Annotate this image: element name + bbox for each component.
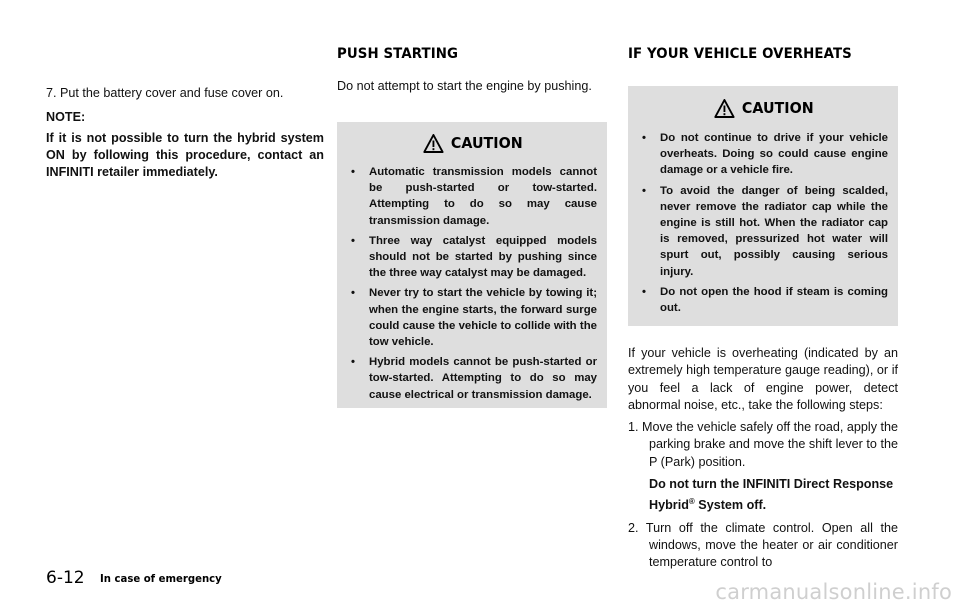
caution-item: • To avoid the danger of being scalded, never remove the radiator cap while the engine is still hot. When the radiator cap is removed, pressurized hot water will spurt out, possibly causing serious injury. bbox=[642, 184, 888, 278]
bullet-icon: • bbox=[642, 184, 646, 197]
bullet-icon: • bbox=[642, 132, 646, 144]
caution-item: • Three way catalyst equipped models should not be started by pushing since the three way catalyst may be damaged. bbox=[351, 234, 597, 280]
caution-heading bbox=[359, 122, 587, 164]
caution-item: • Hybrid models cannot be push-started or tow-started. Attempting to do so may cause electrical or transmission damage. bbox=[351, 356, 597, 401]
bullet-icon: • bbox=[351, 166, 355, 178]
caution-item: • Do not open the hood if steam is coming out. bbox=[642, 285, 888, 315]
overheats-caution-box bbox=[628, 86, 898, 326]
note-text: If it is not possible to turn the hybrid system ON by following this procedure, contact an INFINITI retailer immediately. bbox=[46, 130, 324, 180]
warning-icon bbox=[714, 99, 734, 118]
bullet-icon: • bbox=[351, 287, 355, 300]
bullet-icon: • bbox=[351, 234, 355, 247]
push-starting-heading: PUSH STARTING bbox=[337, 46, 459, 62]
page-number: 6-12 bbox=[46, 568, 85, 588]
note-label: NOTE: bbox=[46, 110, 86, 125]
caution-item: • Never try to start the vehicle by towing it; when the engine starts, the forward surge could cause the vehicle to collide with the tow vehicle. bbox=[351, 287, 597, 349]
step-1-note: Do not turn the INFINITI Direct Response Hybrid® System off. bbox=[649, 477, 894, 513]
bullet-icon: • bbox=[351, 356, 355, 369]
push-starting-caution-box bbox=[337, 122, 607, 408]
overheats-intro: If your vehicle is overheating (indicated by an extremely high temperature gauge reading), or if you feel a lack of engine power, detect abnormal noise, etc., take the following steps: bbox=[628, 346, 898, 412]
caution-label: CAUTION bbox=[741, 99, 814, 117]
watermark: carmanualsonline.info bbox=[715, 580, 952, 604]
section-title: In case of emergency bbox=[100, 572, 222, 585]
caution-item: • Do not continue to drive if your vehicle overheats. Doing so could cause engine damage or a vehicle fire. bbox=[642, 132, 888, 177]
step-1: 1. Move the vehicle safely off the road, apply the parking brake and move the shift lever to the P (Park) position. bbox=[628, 420, 898, 469]
push-starting-caution-list bbox=[349, 164, 597, 403]
warning-icon bbox=[423, 134, 443, 153]
caution-item: • Automatic transmission models cannot be push-started or tow-started. Attempting to do so may cause transmission damage. bbox=[351, 166, 597, 227]
push-starting-intro: Do not attempt to start the engine by pushing. bbox=[337, 79, 592, 93]
overheats-caution-list bbox=[640, 130, 888, 316]
overheats-heading: IF YOUR VEHICLE OVERHEATS bbox=[628, 46, 852, 62]
caution-heading bbox=[650, 86, 878, 130]
bullet-icon: • bbox=[642, 285, 646, 298]
step-7: 7. Put the battery cover and fuse cover on. bbox=[46, 86, 284, 100]
step-2: 2. Turn off the climate control. Open all the windows, move the heater or air conditioner temperature control to bbox=[628, 520, 898, 570]
caution-label: CAUTION bbox=[450, 134, 523, 152]
